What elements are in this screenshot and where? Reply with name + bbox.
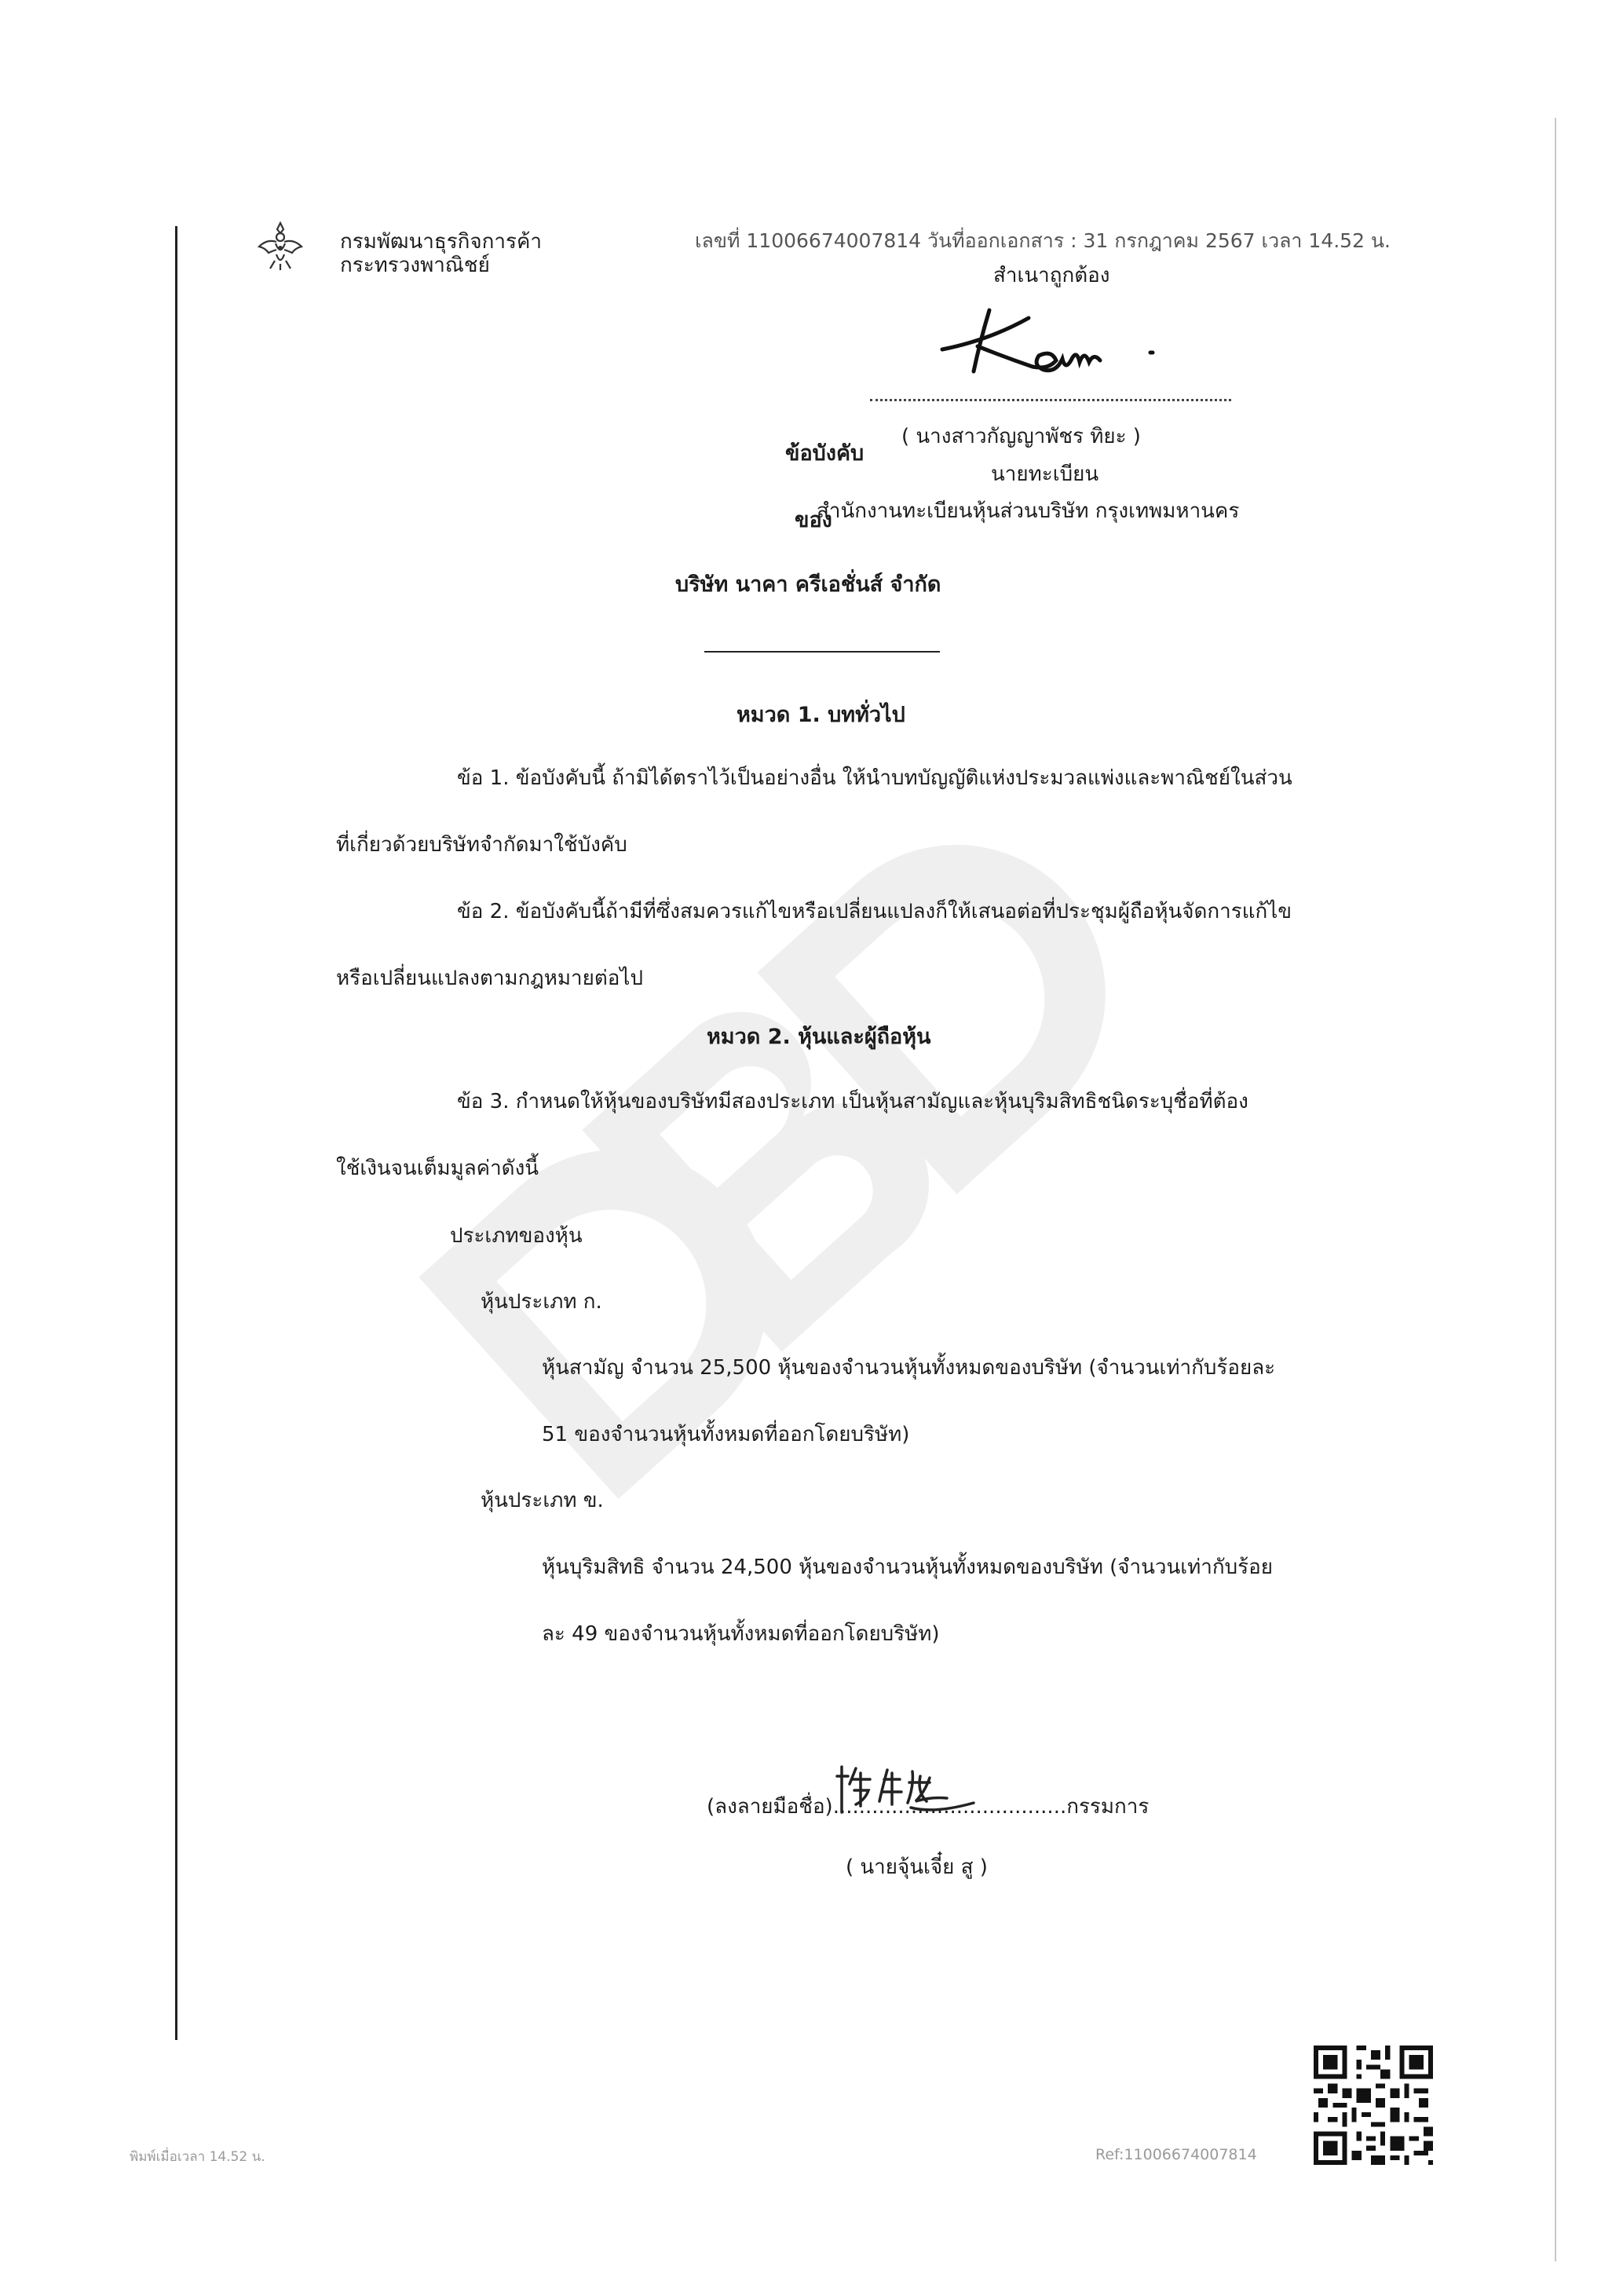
clause-3-line-1: ข้อ 3. กำหนดให้หุ้นของบริษัทมีสองประเภท เป็นหุ้นสามัญและหุ้นบุริมสิทธิชนิดระบุชื่อที่ต้อง	[457, 1090, 1248, 1113]
signature-dotted-line	[870, 399, 1231, 401]
clause-1-line-1: ข้อ 1. ข้อบังคับนี้ ถ้ามิได้ตราไว้เป็นอย่างอื่น ให้นำบทบัญญัติแห่งประมวลแพ่งและพาณิชย์ในส่วน	[457, 766, 1292, 790]
title-underline	[704, 651, 940, 653]
bylaws-label: ข้อบังคับ	[785, 441, 865, 466]
garuda-emblem-icon	[256, 220, 305, 272]
company-name: บริษัท นาคา ครีเอชั่นส์ จำกัด	[675, 572, 941, 597]
document-number-line: เลขที่ 11006674007814 วันที่ออกเอกสาร : 31 กรกฎาคม 2567 เวลา 14.52 น.	[695, 229, 1391, 252]
share-type-a-line-1: หุ้นสามัญ จำนวน 25,500 หุ้นของจำนวนหุ้นทั้งหมดของบริษัท (จำนวนเท่ากับร้อยละ	[542, 1356, 1276, 1380]
share-type-b-line-1: หุ้นบุริมสิทธิ จำนวน 24,500 หุ้นของจำนวนหุ้นทั้งหมดของบริษัท (จำนวนเท่ากับร้อย	[542, 1556, 1273, 1579]
share-type-a-label: หุ้นประเภท ก.	[481, 1290, 602, 1314]
of-label: ของ	[795, 508, 832, 532]
registrar-signature	[934, 302, 1201, 389]
qr-code-icon	[1314, 2046, 1433, 2165]
director-name: ( นายจุ้นเจี๋ย สู )	[846, 1855, 988, 1879]
section-1-heading: หมวด 1. บททั่วไป	[737, 703, 905, 727]
reference-number: Ref:11006674007814	[1095, 2146, 1257, 2163]
clause-2-line-2: หรือเปลี่ยนแปลงตามกฎหมายต่อไป	[336, 967, 643, 990]
share-type-b-label: หุ้นประเภท ข.	[481, 1489, 604, 1512]
ministry-name: กระทรวงพาณิชย์	[340, 254, 490, 277]
director-sign-line: (ลงลายมือชื่อ)....................................กรรมการ	[707, 1795, 1150, 1819]
clause-2-line-1: ข้อ 2. ข้อบังคับนี้ถ้ามีที่ซึ่งสมควรแก้ไขหรือเปลี่ยนแปลงก็ให้เสนอต่อที่ประชุมผู้ถือหุ้นจัดการแก้ไข	[457, 900, 1292, 923]
print-time-stamp: พิมพ์เมื่อเวลา 14.52 น.	[130, 2149, 265, 2165]
left-margin-rule	[175, 226, 177, 2040]
page-edge-line	[1555, 118, 1556, 2261]
department-name: กรมพัฒนาธุรกิจการค้า	[340, 230, 542, 254]
section-2-heading: หมวด 2. หุ้นและผู้ถือหุ้น	[707, 1025, 931, 1049]
clause-1-line-2: ที่เกี่ยวด้วยบริษัทจำกัดมาใช้บังคับ	[336, 833, 627, 857]
registrar-position: นายทะเบียน	[991, 462, 1099, 486]
registrar-name: ( นางสาวกัญญาพัชร ทิยะ )	[901, 425, 1141, 448]
clause-3-line-2: ใช้เงินจนเต็มมูลค่าดังนี้	[336, 1157, 539, 1180]
registration-office: สำนักงานทะเบียนหุ้นส่วนบริษัท กรุงเทพมหานคร	[817, 499, 1240, 523]
share-type-b-line-2: ละ 49 ของจำนวนหุ้นทั้งหมดที่ออกโดยบริษัท)	[542, 1622, 940, 1646]
certified-copy-label: สำเนาถูกต้อง	[993, 264, 1110, 287]
share-type-a-line-2: 51 ของจำนวนหุ้นทั้งหมดที่ออกโดยบริษัท)	[542, 1423, 910, 1446]
share-types-label: ประเภทของหุ้น	[450, 1224, 583, 1248]
